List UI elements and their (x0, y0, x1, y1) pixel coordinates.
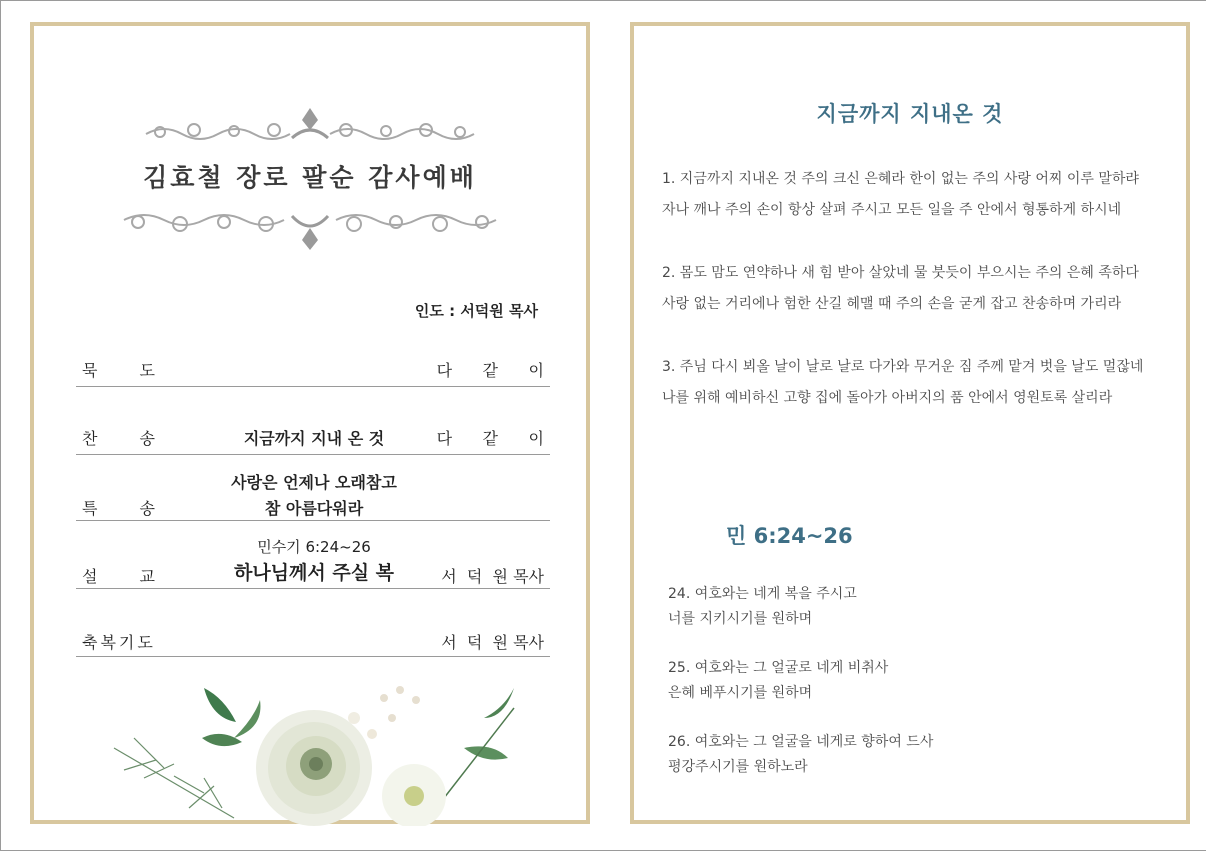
hymn-name: 지금까지 지내 온 것 (243, 429, 385, 448)
row-label-char: 설 (82, 567, 98, 586)
white-rose-bouquet-icon (104, 678, 524, 826)
flourish-ornament-top (34, 104, 586, 148)
row-label-char: 도 (139, 361, 155, 380)
program-row-prayer (76, 350, 550, 387)
program-row-sermon (76, 532, 550, 589)
sermon-scripture: 민수기 6:24~26 (257, 538, 371, 556)
row-label-char: 송 (139, 499, 155, 518)
program-row-hymn (76, 418, 550, 455)
sermon-title: 하나님께서 주실 복 (233, 562, 395, 584)
special-song-title: 사랑은 언제나 오래참고 참 아름다워라 (231, 473, 397, 518)
row-performer: 다 같 이 (436, 429, 544, 448)
hymn-title: 지금까지 지내온 것 (816, 102, 1004, 126)
page-title: 김효철 장로 팔순 감사예배 (143, 163, 477, 192)
left-page (30, 22, 590, 824)
row-label-char: 찬 (82, 429, 98, 448)
program-row-special-song (76, 466, 550, 521)
bible-verse: 26. 여호와는 그 얼굴을 네게로 향하여 드사 평강주시기를 원하노라 (668, 734, 934, 775)
bible-verse: 25. 여호와는 그 얼굴로 네게 비취사 은혜 베푸시기를 원하며 (668, 660, 889, 701)
hymn-verse: 2. 몸도 맘도 연약하나 새 힘 받아 살았네 물 붓듯이 부으시는 주의 은혜 족하다 사랑 없는 거리에나 험한 산길 헤맬 때 주의 손을 굳게 잡고 찬송하며 가리라 (662, 265, 1139, 312)
right-page (630, 22, 1190, 824)
leader-label: 인도 : 서덕원 목사 (414, 302, 538, 320)
row-label: 축복기도 (82, 633, 156, 652)
row-performer: 서 덕 원 목사 (441, 633, 544, 652)
row-label-char: 교 (139, 567, 155, 586)
row-performer: 서 덕 원 목사 (441, 567, 544, 586)
flourish-ornament-bottom (34, 206, 586, 254)
row-label-char: 묵 (82, 361, 98, 380)
hymn-verse: 1. 지금까지 지내온 것 주의 크신 은혜라 한이 없는 주의 사랑 어찌 이루 말하랴 자나 깨나 주의 손이 항상 살펴 주시고 모든 일을 주 안에서 형통하게 하시네 (662, 171, 1139, 218)
hymn-verse: 3. 주님 다시 뵈올 날이 날로 날로 다가와 무거운 짐 주께 맡겨 벗을 날도 멀잖네 나를 위해 예비하신 고향 집에 돌아가 아버지의 품 안에서 영원토록 살리라 (662, 359, 1144, 406)
bible-verse: 24. 여호와는 네게 복을 주시고 너를 지키시기를 원하며 (668, 586, 857, 627)
row-label-char: 송 (139, 429, 155, 448)
scripture-reference: 민 6:24~26 (726, 524, 853, 548)
program-row-benediction (76, 622, 550, 657)
row-label-char: 특 (82, 499, 98, 518)
row-performer: 다 같 이 (436, 361, 544, 380)
